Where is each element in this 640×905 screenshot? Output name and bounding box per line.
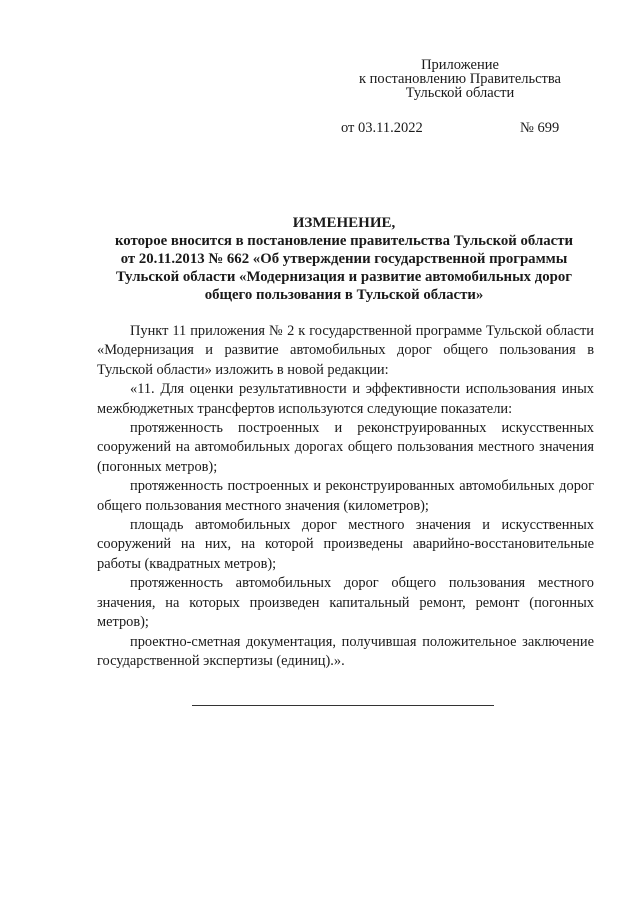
body-paragraph: площадь автомобильных дорог местного значения и искусственных сооружений на них, на которой произведены аварийно-восстановительные работы (квадратных метров); [97,517,594,572]
body-paragraph: проектно-сметная документация, получившая положительное заключение государственной экспертизы (единиц).». [97,633,594,669]
attachment-line-3: Тульской области [405,85,515,101]
title-heading: ИЗМЕНЕНИЕ, [292,215,396,231]
document-number: № 699 [520,120,560,136]
document-body [97,322,594,671]
body-paragraph: «11. Для оценки результативности и эффективности использования иных межбюджетных трансфертов используются следующие показатели: [97,381,594,417]
closing-separator-line [192,705,494,706]
title-line: которое вносится в постановление правительства Тульской области [114,233,574,249]
document-title [80,214,608,304]
body-paragraph: протяженность построенных и реконструированных автомобильных дорог общего пользования местного значения (километров); [97,478,594,514]
title-line: Тульской области «Модернизация и развитие автомобильных дорог [116,269,572,285]
attachment-line-1: Приложение [421,57,499,73]
attachment-header [340,58,580,100]
body-paragraph: Пункт 11 приложения № 2 к государственной программе Тульской области «Модернизация и развитие автомобильных дорог общего пользования в Тульской области» изложить в новой редакции: [97,323,594,378]
title-line: общего пользования в Тульской области» [204,287,484,303]
body-paragraph: протяженность построенных и реконструированных искусственных сооружений на автомобильных дорогах общего пользования местного значения (погонных метров); [97,420,594,475]
title-line: от 20.11.2013 № 662 «Об утверждении государственной программы [120,251,568,267]
body-paragraph: протяженность автомобильных дорог общего пользования местного значения, на которых произведен капитальный ремонт, ремонт (погонных метров); [97,575,594,631]
attachment-line-2: к постановлению Правительства [359,71,561,87]
document-date: от 03.11.2022 [341,120,423,136]
